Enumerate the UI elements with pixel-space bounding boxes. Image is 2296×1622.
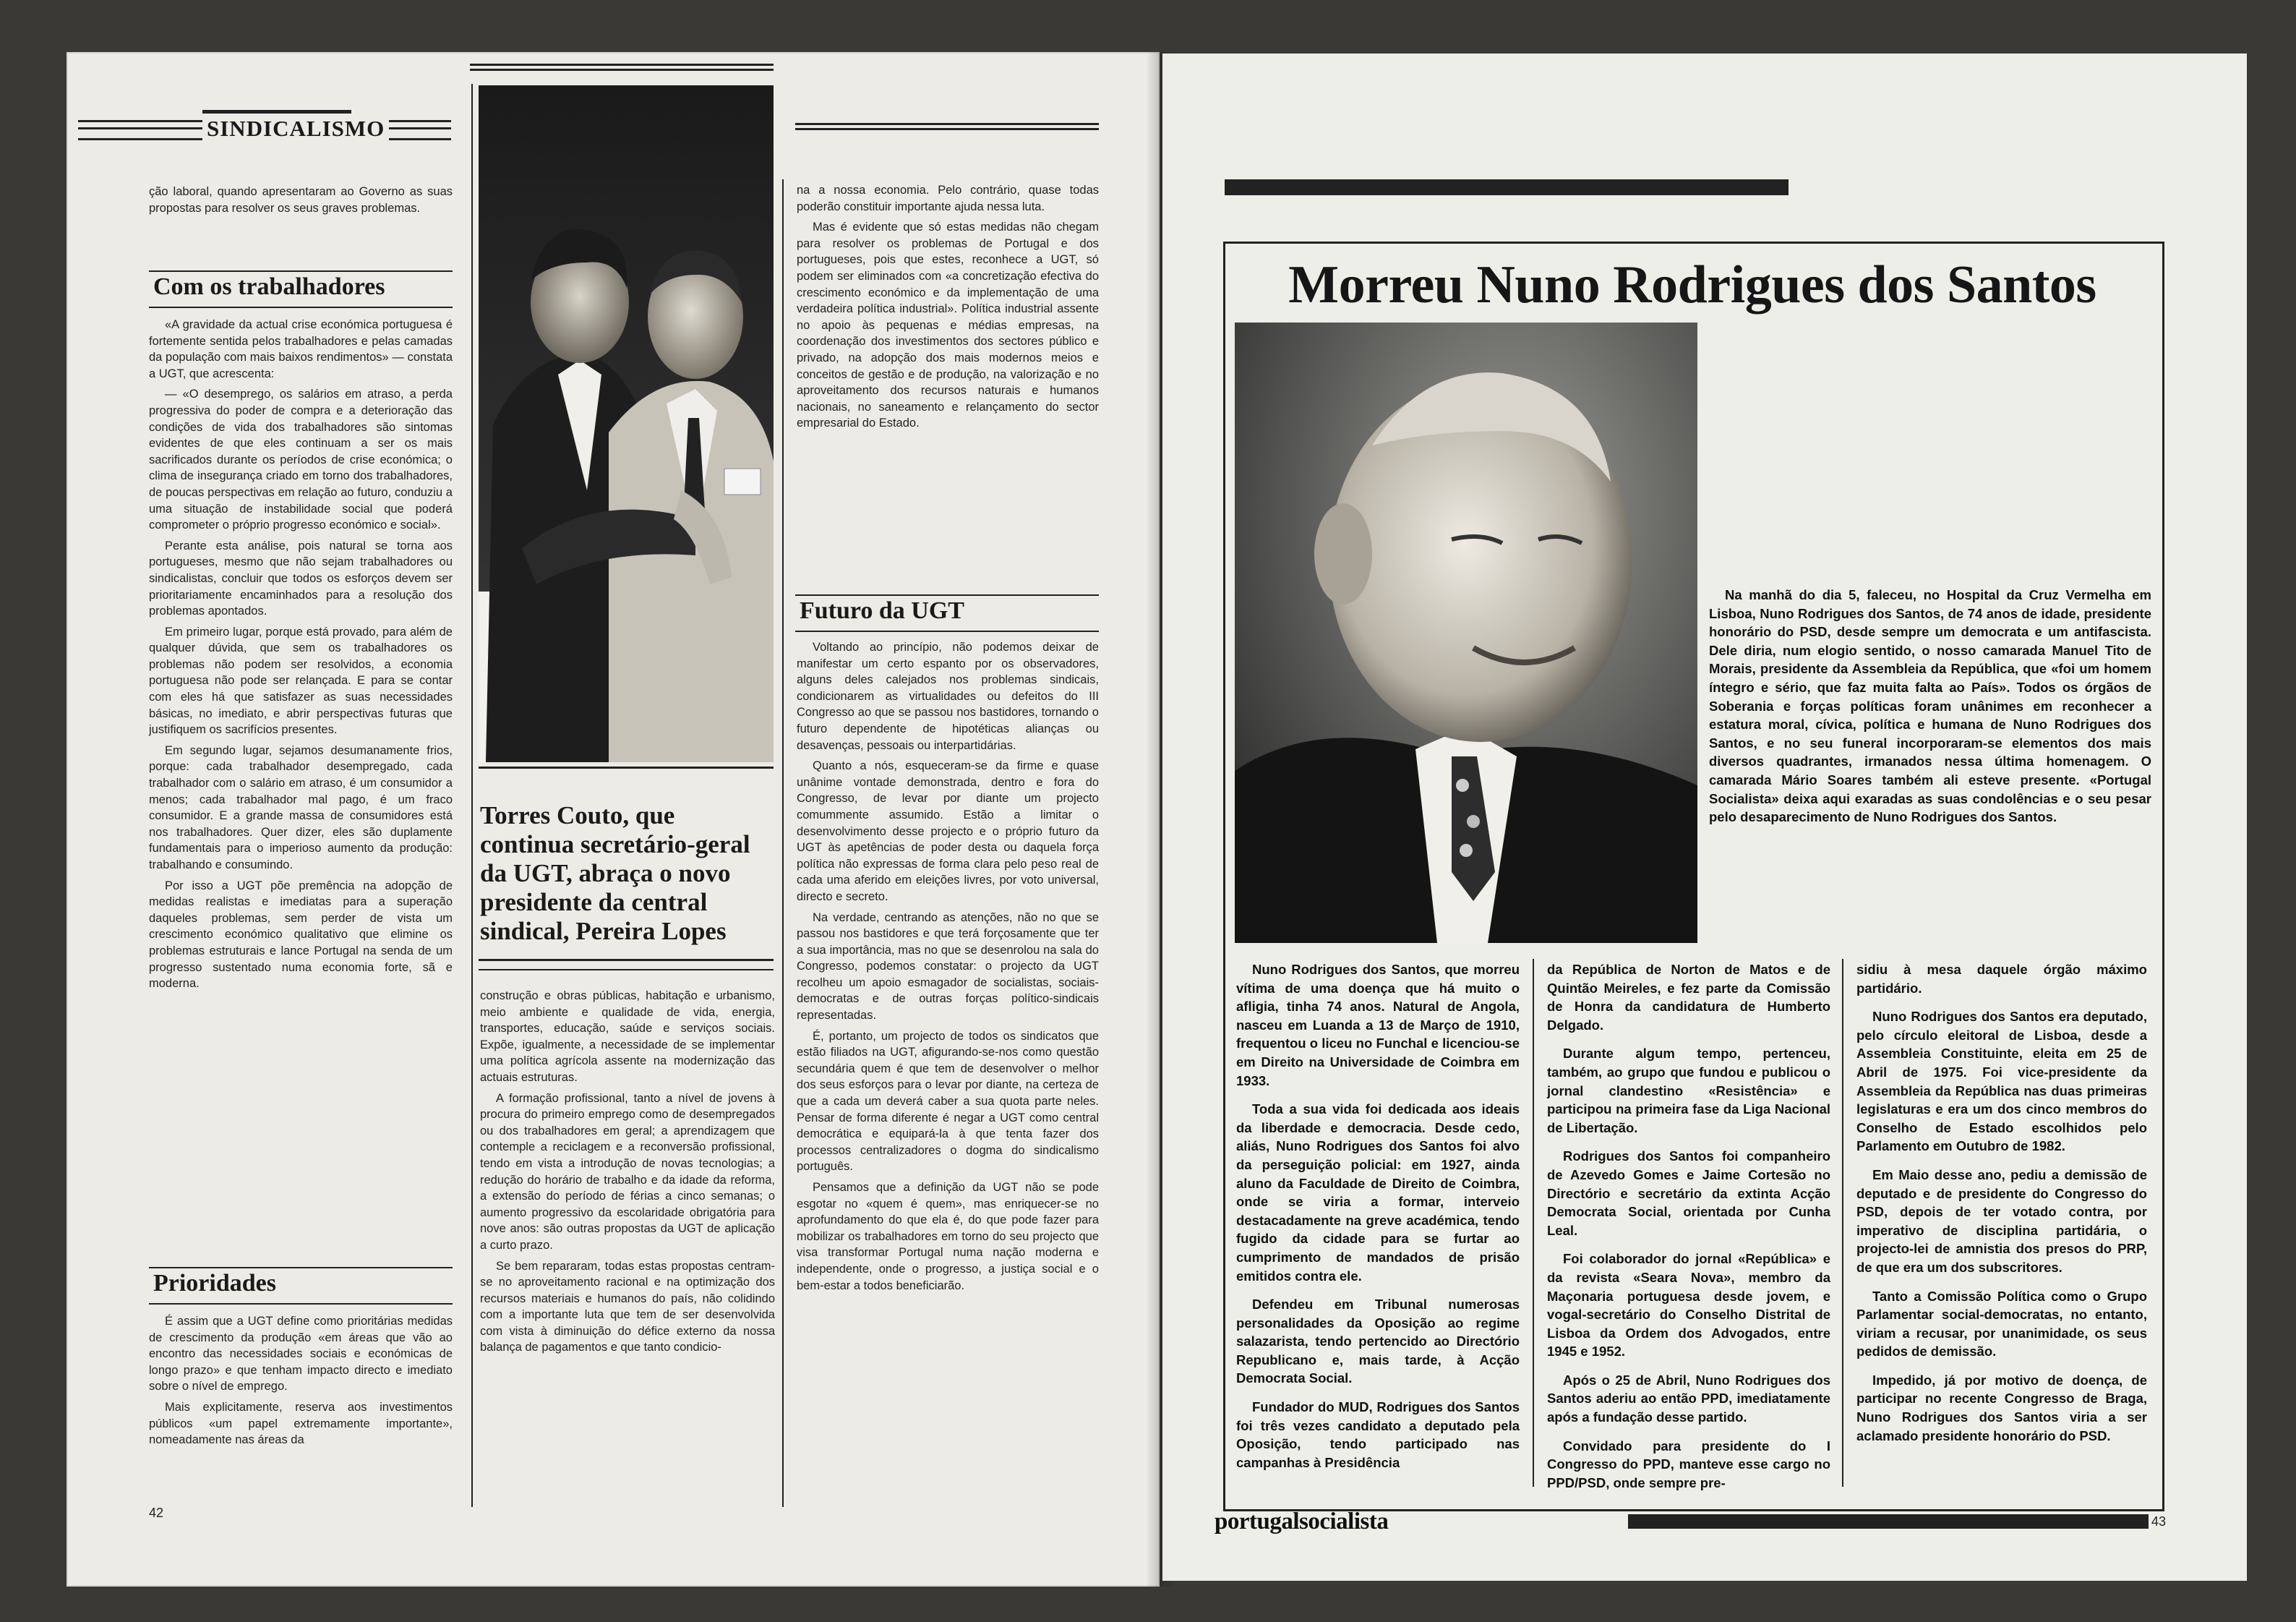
photo-nuno-rodrigues-dos-santos	[1235, 323, 1697, 943]
paragraph: Após o 25 de Abril, Nuno Rodrigues dos Santos aderiu ao então PPD, imediatamente após a fundação desse partido.	[1547, 1372, 1830, 1425]
col2-body	[480, 988, 775, 1360]
paragraph: Toda a sua vida foi dedicada aos ideais da liberdade e democracia. Desde cedo, aliás, Nuno Rodrigues dos Santos foi alvo da perseguição policial: em 1927, ainda aluno da Faculdade de Direito de Coimbra, onde se viria a formar, interveio destacadamente na greve académica, tendo fugido da cidade para se furtar ao cumprimento de mandados de prisão emitidos contra ele.	[1236, 1101, 1520, 1284]
lead-paragraph: Na manhã do dia 5, faleceu, no Hospital da Cruz Vermelha em Lisboa, Nuno Rodrigues dos Santos, de 74 anos de idade, presidente honorário do PSD, desde sempre um democrata e um antifascista. Dele diria, num elogio sentido, o nosso camarada Manuel Tito de Morais, presidente da Assembleia da República, que «foi um homem íntegro e sério, que faz muita falta ao País». Todos os órgãos de Soberania e forças políticas foram unânimes em reconhecer a estatura moral, cívica, política e humana de Nuno Rodrigues dos Santos, e no seu funeral incorporaram-se elementos dos mais diversos quadrantes, irmanados nessa última homenagem. O camarada Mário Soares também ali esteve presente. «Portugal Socialista» deixa aqui exaradas as suas condolências e o seu pesar pelo desaparecimento de Nuno Rodrigues dos Santos.	[1709, 587, 2151, 825]
paragraph: Em segundo lugar, sejamos desumanamente frios, porque: cada trabalhador desempregado, cada trabalhador com o salário em atraso, é um consumidor a menos; cada trabalhador mal pago, é um fraco consumidor. E a grande massa de consumidores está nos trabalhadores. Quer dizer, eles são duplamente fundamentais para o imperioso aumento da produção: trabalhando e consumindo.	[149, 743, 453, 871]
heading-futuro-da-ugt: Futuro da UGT	[800, 597, 964, 624]
paragraph: Se bem repararam, todas estas propostas centram-se no aproveitamento racional e na optimização dos recursos materiais e humanos do país, não colidindo com a importante luta que tem de ser desenvolvida com vista à diminuição do défice externo da nossa balança de pagamentos e que tanto condicio-	[480, 1259, 775, 1354]
paragraph: sidiu à mesa daquele órgão máximo partidário.	[1856, 962, 2147, 996]
paragraph: É assim que a UGT define como prioritárias medidas de crescimento da produção «em áreas que vão ao encontro das necessidades sociais e económicas de longo prazo» e que tenham impacto directo e imediato sobre o nível de emprego.	[149, 1315, 453, 1393]
paragraph: Rodrigues dos Santos foi companheiro de Azevedo Gomes e Jaime Cortesão no Directório e secretário da extinta Acção Democrata Social, orientada por Cunha Leal.	[1547, 1148, 1830, 1238]
paragraph: Nuno Rodrigues dos Santos, que morreu vítima de uma doença que há muito o afligia, tinha 74 anos. Natural de Angola, nasceu em Luanda a 13 de Março de 1910, frequentou o liceu no Funchal e licenciou-se em Direito na Universidade de Coimbra em 1933.	[1236, 962, 1520, 1088]
col1-body-2	[149, 1313, 453, 1453]
col3-body	[797, 182, 1099, 436]
paragraph: «A gravidade da actual crise económica portuguesa é fortemente sentida pelos trabalhadores e pelas camadas da população com mais baixos rendimentos» — constata a UGT, que acrescenta:	[149, 318, 453, 380]
col1-intro: ção laboral, quando apresentaram ao Governo as suas propostas para resolver os seus graves problemas.	[149, 185, 453, 215]
paragraph: Nuno Rodrigues dos Santos era deputado, pelo círculo eleitoral de Lisboa, desde a Assembleia Constituinte, eleita em 25 de Abril de 1975. Foi vice-presidente da Assembleia da República nas duas primeiras legislaturas e era um dos cinco membros do Conselho de Estado escolhidos pelo Parlamento em Outubro de 1982.	[1856, 1009, 2147, 1154]
paragraph: Perante esta análise, pois natural se torna aos portugueses, mesmo que não sejam trabalhadores ou sindicalistas, concluir que todos os esforços devem ser prioritariamente encaminhados para a resolução dos problemas apontados.	[149, 539, 453, 618]
paragraph: Mais explicitamente, reserva aos investimentos públicos «um papel extremamente importante», nomeadamente nas áreas da	[149, 1400, 453, 1447]
page-number-right: 43	[2151, 1514, 2167, 1529]
paragraph: Em primeiro lugar, porque está provado, para além de qualquer dúvida, que sem os trabalhadores os problemas não podem ser resolvidos, a economia portuguesa não pode ser relançada. E para se contar com eles há que satisfazer as suas necessidades básicas, no imediato, e abrir perspectivas futuras que justifiquem os sacrifícios presentes.	[149, 625, 453, 737]
paragraph: Mas é evidente que só estas medidas não chegam para resolver os problemas de Portugal e dos portugueses, pois que estes, reconhece a UGT, só podem ser eliminados com «a concretização efectiva do crescimento económico e da implementação de uma verdadeira política industrial». Política industrial assente no apoio às pequenas e médias empresas, na coordenação dos investimentos dos sectores público e privado, na adopção dos mais modernos meios e conceitos de gestão e de produção, na valorização e no aproveitamento dos recursos naturais e humanos nacionais, no saneamento e relançamento do sector empresarial do Estado.	[797, 221, 1099, 430]
paragraph: Fundador do MUD, Rodrigues dos Santos foi três vezes candidato a deputado pela Oposição, tendo participado nas campanhas à Presidência	[1236, 1399, 1520, 1470]
paragraph: Durante algum tempo, pertenceu, também, ao grupo que fundou e publicou o jornal clandestino «Resistência» e participou na primeira fase da Liga Nacional de Libertação.	[1547, 1046, 1830, 1135]
paragraph: na a nossa economia. Pelo contrário, quase todas poderão constituir importante ajuda nessa luta.	[797, 184, 1099, 213]
paragraph: É, portanto, um projecto de todos os sindicatos que estão filiados na UGT, afigurando-se-nos como questão secundária quem é que tem de desenvolver o melhor dos seus esforços para o levar por diante, na certeza de que a cada um deverá caber a sua quota parte neles. Pensar de forma diferente é negar a UGT como central democrática e equipará-la à que tenta fazer dos processos centralizadores o dogma do sindicalismo português.	[797, 1029, 1099, 1174]
heading-com-os-trabalhadores: Com os trabalhadores	[153, 273, 385, 300]
paragraph: Em Maio desse ano, pediu a demissão de deputado e de presidente do Congresso do PSD, depois de ter votado contra, por imperativo de disciplina partidária, o projecto-lei de amnistia dos presos do PRP, de que era um dos subscritores.	[1856, 1166, 2147, 1275]
paragraph: — «O desemprego, os salários em atraso, a perda progressiva do poder de compra e a deterioração das condições de vida dos trabalhadores são sintomas evidentes de que eles continuam a ser os mais sacrificados durante os períodos de crise económica; o clima de insegurança criado em torno dos trabalhadores, de poucas perspectivas em relação ao futuro, conduziu a uma situação de instabilidade social que poderá comprometer o próprio progresso económico e social».	[149, 388, 453, 532]
paragraph: Impedido, já por motivo de doença, de participar no recente Congresso de Braga, Nuno Rodrigues dos Santos viria a ser aclamado presidente honorário do PSD.	[1856, 1372, 2147, 1443]
heading-prioridades: Prioridades	[153, 1270, 276, 1297]
col1-intro-block	[149, 184, 453, 221]
col-b	[1547, 960, 1830, 1502]
paragraph: Convidado para presidente do I Congresso do PPD, manteve esse cargo no PPD/PSD, onde sempre pre-	[1547, 1438, 1830, 1490]
photo-torres-couto-pereira-lopes	[479, 85, 774, 762]
paragraph: Defendeu em Tribunal numerosas personalidades da Oposição ao regime salazarista, tendo pertencido ao Directório Republicano e, mais tarde, à Acção Democrata Social.	[1236, 1297, 1520, 1386]
publication-logo: portugalsocialista	[1215, 1508, 1389, 1535]
paragraph: Pensamos que a definição da UGT não se pode esgotar no «quem é quem», mas enriquecer-se no aprofundamento do que ela é, do que pode fazer para mobilizar os trabalhadores em torno do seu projecto que visa transformar Portugal numa nação moderna e independente, onde o progresso, a justiça social e o bem-estar a todos beneficiarão.	[797, 1181, 1099, 1292]
photo-caption: Torres Couto, que continua secretário-geral da UGT, abraça o novo presidente da central sindical, Pereira Lopes	[480, 801, 750, 945]
paragraph: Foi colaborador do jornal «República» e da revista «Seara Nova», membro da Maçonaria portuguesa desde jovem, e vogal-secretário do Conselho Distrital de Lisboa da Ordem dos Advogados, entre 1945 e 1952.	[1547, 1251, 1830, 1360]
paragraph: Tanto a Comissão Política como o Grupo Parlamentar social-democratas, no entanto, viriam a recusar, por unanimidade, os seus pedidos de demissão.	[1856, 1288, 2147, 1360]
headline: Morreu Nuno Rodrigues dos Santos	[1288, 255, 2096, 315]
col-a	[1236, 960, 1520, 1482]
page-number-left: 42	[149, 1506, 164, 1520]
paragraph: Por isso a UGT põe premência na adopção de medidas realistas e imediatas para a superação daqueles problemas, sem perder de vista um crescimento económico qualitativo que elimine os problemas estruturais e lance Portugal na senda de um progresso sustentado numa economia forte, sã e moderna.	[149, 879, 453, 991]
paragraph: da República de Norton de Matos e de Quintão Meireles, e fez parte da Comissão de Honra da candidatura de Humberto Delgado.	[1547, 962, 1830, 1033]
paragraph: Quanto a nós, esqueceram-se da firme e quase unânime vontade demonstrada, dentro e fora do Congresso, de levar por diante um projecto comummente assumido. Estão a limitar o desenvolvimento desse projecto e o próprio futuro da UGT às apetências de poder desta ou daquela força política não expressas de forma clara pelo peso real de cada uma aferido em eleições livres, por voto universal, directo e secreto.	[797, 759, 1099, 903]
paragraph: Na verdade, centrando as atenções, não no que se passou nos bastidores e que terá forçosamente que ter a sua importância, mas no que se desenrolou na sala do Congresso, podemos constatar: o projecto da UGT recolheu um apoio esmagador de socialistas, sociais-democratas e de outras forças político-sindicais representadas.	[797, 910, 1099, 1023]
col3-body-2	[797, 639, 1099, 1298]
section-label: SINDICALISMO	[202, 114, 389, 143]
col-c	[1856, 960, 2147, 1455]
paragraph: A formação profissional, tanto a nível de jovens à procura do primeiro emprego como de desempregados ou dos trabalhadores em geral; a aprendizagem que contemple a reciclagem e a reconversão profissional, tendo em vista a introdução de novas tecnologias; a redução do horário de trabalho e da idade da reforma, a extensão do período de férias a cinco semanas; o aumento progressivo da escolaridade obrigatória para nove anos: são outras propostas da UGT de aplicação a curto prazo.	[480, 1091, 775, 1252]
paragraph: construção e obras públicas, habitação e urbanismo, meio ambiente e qualidade de vida, energia, transportes, educação, saúde e serviços sociais. Expõe, igualmente, a necessidade de se implementar uma política agrícola assente na modernização das actuais estruturas.	[480, 989, 775, 1084]
section-banner	[78, 110, 451, 150]
col1-body	[149, 317, 453, 996]
paragraph: Voltando ao princípio, não podemos deixar de manifestar um certo espanto por os observadores, alguns deles calejados nos problemas sindicais, condicionarem as virtualidades ou defeitos do III Congresso ao que se passou nos bastidores, tornando o futuro dependente de hipotéticas alianças ou desavenças, pessoais ou interpartidárias.	[797, 641, 1099, 752]
